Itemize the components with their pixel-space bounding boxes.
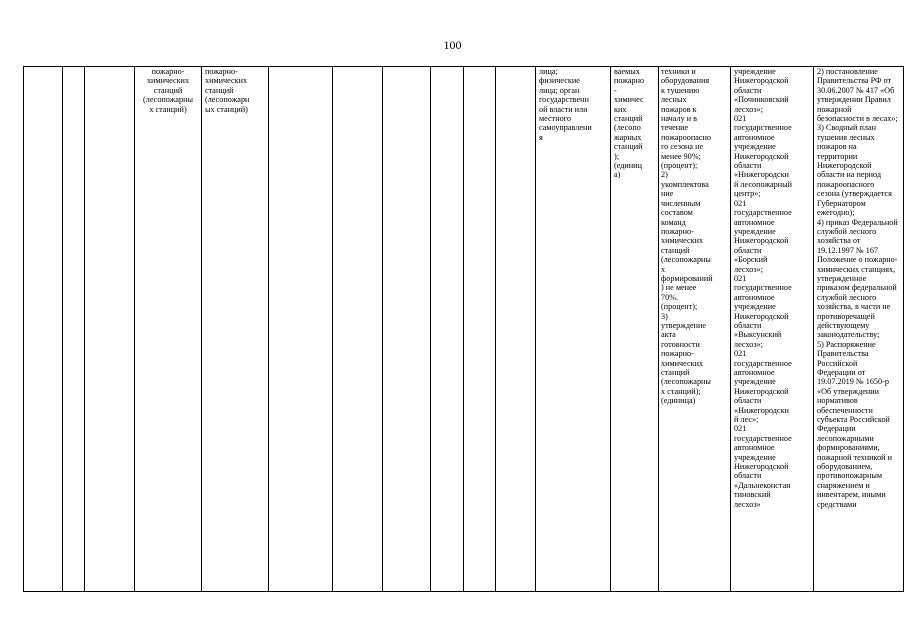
table-cell-9 [431,67,464,592]
table-cell-1 [24,67,63,592]
cell-text-indicators: техники и оборудования к тушению лесных пожаров к началу и в течение пожароопасно го сезона не менее 90%; (процент); 2) укомплектова ние численным составом команд пожарно- химических станций (лесопожарны х формирований ) не менее 70%. (процент); 3) утверждение акта готовности пожарно- химических станций (лесопожарны х станций); (единица) [661,67,713,406]
cell-text-institutions: учреждение Нижегородской области «Починковский лесхоз»; 021 государственное автономное учреждение Нижегородской области «Нижегородски й лесопожарный центр»; 021 государственное автономное учреждение Нижегородской области «Борский лесхоз»; 021 государственное автономное учреждение Нижегородской области «Выксунский лесхоз»; 021 государственное автономное учреждение Нижегородской области «Нижегородски й лес»; 021 государственное автономное учреждение Нижегородской области «Дальнеконстан тиновский лесхоз» [734,67,793,509]
page-number: 100 [443,38,462,52]
table-cell-13 [611,67,659,592]
cell-text-recipients: лица; физические лица; орган государственн ой власти или местного самоуправлени я [539,67,592,142]
table-cell-2 [63,67,85,592]
table-row [24,67,904,592]
table-cell-4 [135,67,202,592]
table-cell-3 [85,67,135,592]
table-cell-14 [659,67,731,592]
table-cell-10 [464,67,496,592]
table-cell-6 [269,67,333,592]
document-table [23,66,904,592]
cell-text-unit-count: ваемых пожарно - химичес ких станций (лесопо жарных станций ); (единиц а) [614,67,645,180]
table-cell-16 [814,67,904,592]
table-cell-11 [496,67,536,592]
table-cell-8 [383,67,431,592]
table-cell-15 [731,67,814,592]
table-cell-5 [202,67,269,592]
table-cell-12 [536,67,611,592]
cell-text-legal-basis: 2) постановление Правительства РФ от 30.06.2007 № 417 «Об утверждении Правил пожарной безопасности в лесах»; 3) Сводный план тушения лесных пожаров на территории Нижегородской области на период пожароопасного сезона (утверждается Губернатором ежегодно); 4) приказ Федеральной службой лесного хозяйства от 19.12.1997 № 167 Положение о пожарно- химических станциях, утвержденное приказом федеральной службой лесного хозяйства, в части не противоречащей действующему законодательству; 5) Распоряжение Правительства Российской Федерации от 19.07.2019 № 1650-р «Об утверждении нормативов обеспеченности субъекта Российской Федерации лесопожарными формированиями, пожарной техникой и оборудованием, противопожарным снаряжением и инвентарем, иными средствами [817,67,898,509]
table-cell-7 [333,67,383,592]
cell-text-station-name-2: пожарно- химических станций (лесопожарн ых станций) [205,67,250,114]
cell-text-station-name: пожарно- химических станций (лесопожарны х станций) [143,67,193,114]
